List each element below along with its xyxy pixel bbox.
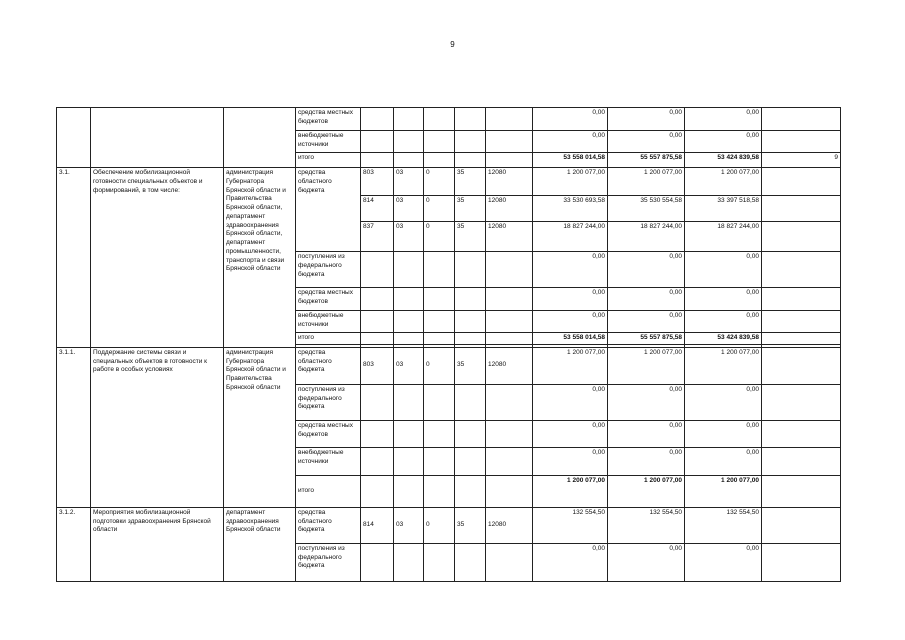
source-cell: средства местных бюджетов: [296, 108, 361, 131]
value-cell: 0,00: [533, 288, 608, 311]
name-cell: [91, 108, 224, 168]
total-cell: 1 200 077,00: [685, 475, 762, 507]
value-cell: 0,00: [608, 108, 685, 131]
value-cell: 0,00: [608, 447, 685, 475]
table-row: 3.1. Обеспечение мобилизационной готовности специальных объектов и формирований, в том числе: администрация Губернатора Брянской области и Правительства Брянской области, департамент здравоохранения Брянской области, департамент промышленности, транспорта и связи Брянской области средства областного бюджета 803 03 0 35 12080 1 200 077,00 1 200 077,00 1 200 077,00: [57, 168, 841, 196]
total-cell: 1 200 077,00: [608, 475, 685, 507]
value-cell: 0,00: [533, 384, 608, 420]
value-cell: 18 827 244,00: [608, 222, 685, 252]
source-cell: внебюджетные источники: [296, 311, 361, 333]
total-cell: 53 558 014,58: [533, 153, 608, 168]
value-cell: 0,00: [608, 288, 685, 311]
value-cell: 0,00: [685, 447, 762, 475]
total-cell: 53 558 014,58: [533, 333, 608, 345]
page-number: 9: [450, 40, 455, 49]
extra-cell: 9: [762, 153, 841, 168]
source-cell: средства областного бюджета: [296, 347, 361, 384]
value-cell: 132 554,50: [533, 507, 608, 543]
source-cell: внебюджетные источники: [296, 447, 361, 475]
num-cell: 3.1.: [57, 168, 91, 348]
value-cell: 0,00: [685, 288, 762, 311]
value-cell: 0,00: [685, 543, 762, 581]
value-cell: 18 827 244,00: [533, 222, 608, 252]
value-cell: 33 397 518,58: [685, 196, 762, 222]
source-cell: средства местных бюджетов: [296, 420, 361, 447]
value-cell: 1 200 077,00: [533, 168, 608, 196]
value-cell: 132 554,50: [685, 507, 762, 543]
value-cell: 0,00: [608, 131, 685, 153]
value-cell: 1 200 077,00: [608, 168, 685, 196]
total-cell: 53 424 839,58: [685, 333, 762, 345]
value-cell: 1 200 077,00: [685, 168, 762, 196]
name-cell: Поддержание системы связи и специальных объектов в готовности к работе в особых условиях: [91, 347, 224, 507]
total-cell: 1 200 077,00: [533, 475, 608, 507]
value-cell: 0,00: [533, 447, 608, 475]
total-cell: 53 424 839,58: [685, 153, 762, 168]
source-cell: поступления из федерального бюджета: [296, 384, 361, 420]
value-cell: 132 554,50: [608, 507, 685, 543]
value-cell: 0,00: [685, 131, 762, 153]
value-cell: 0,00: [685, 108, 762, 131]
table-row: 3.1.2. Мероприятия мобилизационной подготовки здравоохранения Брянской области департамент здравоохранения Брянской области средства областного бюджета 814 03 0 35 12080 132 554,50 132 554,50 132 554,50: [57, 507, 841, 543]
value-cell: 0,00: [608, 252, 685, 288]
source-cell: поступления из федерального бюджета: [296, 252, 361, 288]
value-cell: 0,00: [533, 131, 608, 153]
value-cell: 0,00: [685, 420, 762, 447]
value-cell: 0,00: [608, 543, 685, 581]
table-row: 837 03 0 35 12080 18 827 244,00 18 827 244,00 18 827 244,00: [57, 222, 841, 252]
value-cell: 0,00: [608, 384, 685, 420]
value-cell: 0,00: [533, 543, 608, 581]
source-cell: средства областного бюджета: [296, 168, 361, 252]
num-cell: 3.1.2.: [57, 507, 91, 581]
value-cell: 1 200 077,00: [533, 347, 608, 384]
value-cell: 1 200 077,00: [685, 347, 762, 384]
value-cell: 0,00: [685, 311, 762, 333]
source-cell: внебюджетные источники: [296, 131, 361, 153]
executor-cell: администрация Губернатора Брянской области и Правительства Брянской области: [224, 347, 296, 507]
value-cell: 0,00: [608, 420, 685, 447]
num-cell: [57, 108, 91, 168]
value-cell: 33 530 693,58: [533, 196, 608, 222]
value-cell: 0,00: [533, 311, 608, 333]
num-cell: 3.1.1.: [57, 347, 91, 507]
value-cell: 0,00: [533, 252, 608, 288]
table-row: 3.1.1. Поддержание системы связи и специальных объектов в готовности к работе в особых условиях администрация Губернатора Брянской области и Правительства Брянской области средства областного бюджета 803 03 0 35 12080 1 200 077,00 1 200 077,00 1 200 077,00: [57, 347, 841, 384]
executor-cell: администрация Губернатора Брянской области и Правительства Брянской области, департамент здравоохранения Брянской области, департамент промышленности, транспорта и связи Брянской области: [224, 168, 296, 348]
source-cell: итого: [296, 333, 361, 345]
value-cell: 18 827 244,00: [685, 222, 762, 252]
source-cell: итого: [296, 153, 361, 168]
source-cell: поступления из федерального бюджета: [296, 543, 361, 581]
executor-cell: [224, 108, 296, 168]
name-cell: Мероприятия мобилизационной подготовки здравоохранения Брянской области: [91, 507, 224, 581]
budget-table: [56, 107, 841, 582]
table-row: 814 03 0 35 12080 33 530 693,58 35 530 554,58 33 397 518,58: [57, 196, 841, 222]
value-cell: 1 200 077,00: [608, 347, 685, 384]
value-cell: 0,00: [533, 420, 608, 447]
total-cell: 55 557 875,58: [608, 153, 685, 168]
value-cell: 35 530 554,58: [608, 196, 685, 222]
value-cell: 0,00: [685, 252, 762, 288]
source-cell: средства местных бюджетов: [296, 288, 361, 311]
total-cell: 55 557 875,58: [608, 333, 685, 345]
value-cell: 0,00: [533, 108, 608, 131]
source-cell: средства областного бюджета: [296, 507, 361, 543]
value-cell: 0,00: [685, 384, 762, 420]
executor-cell: департамент здравоохранения Брянской области: [224, 507, 296, 581]
table-row: [57, 108, 841, 131]
name-cell: Обеспечение мобилизационной готовности специальных объектов и формирований, в том числе:: [91, 168, 224, 348]
value-cell: 0,00: [608, 311, 685, 333]
source-cell: итого: [296, 475, 361, 507]
